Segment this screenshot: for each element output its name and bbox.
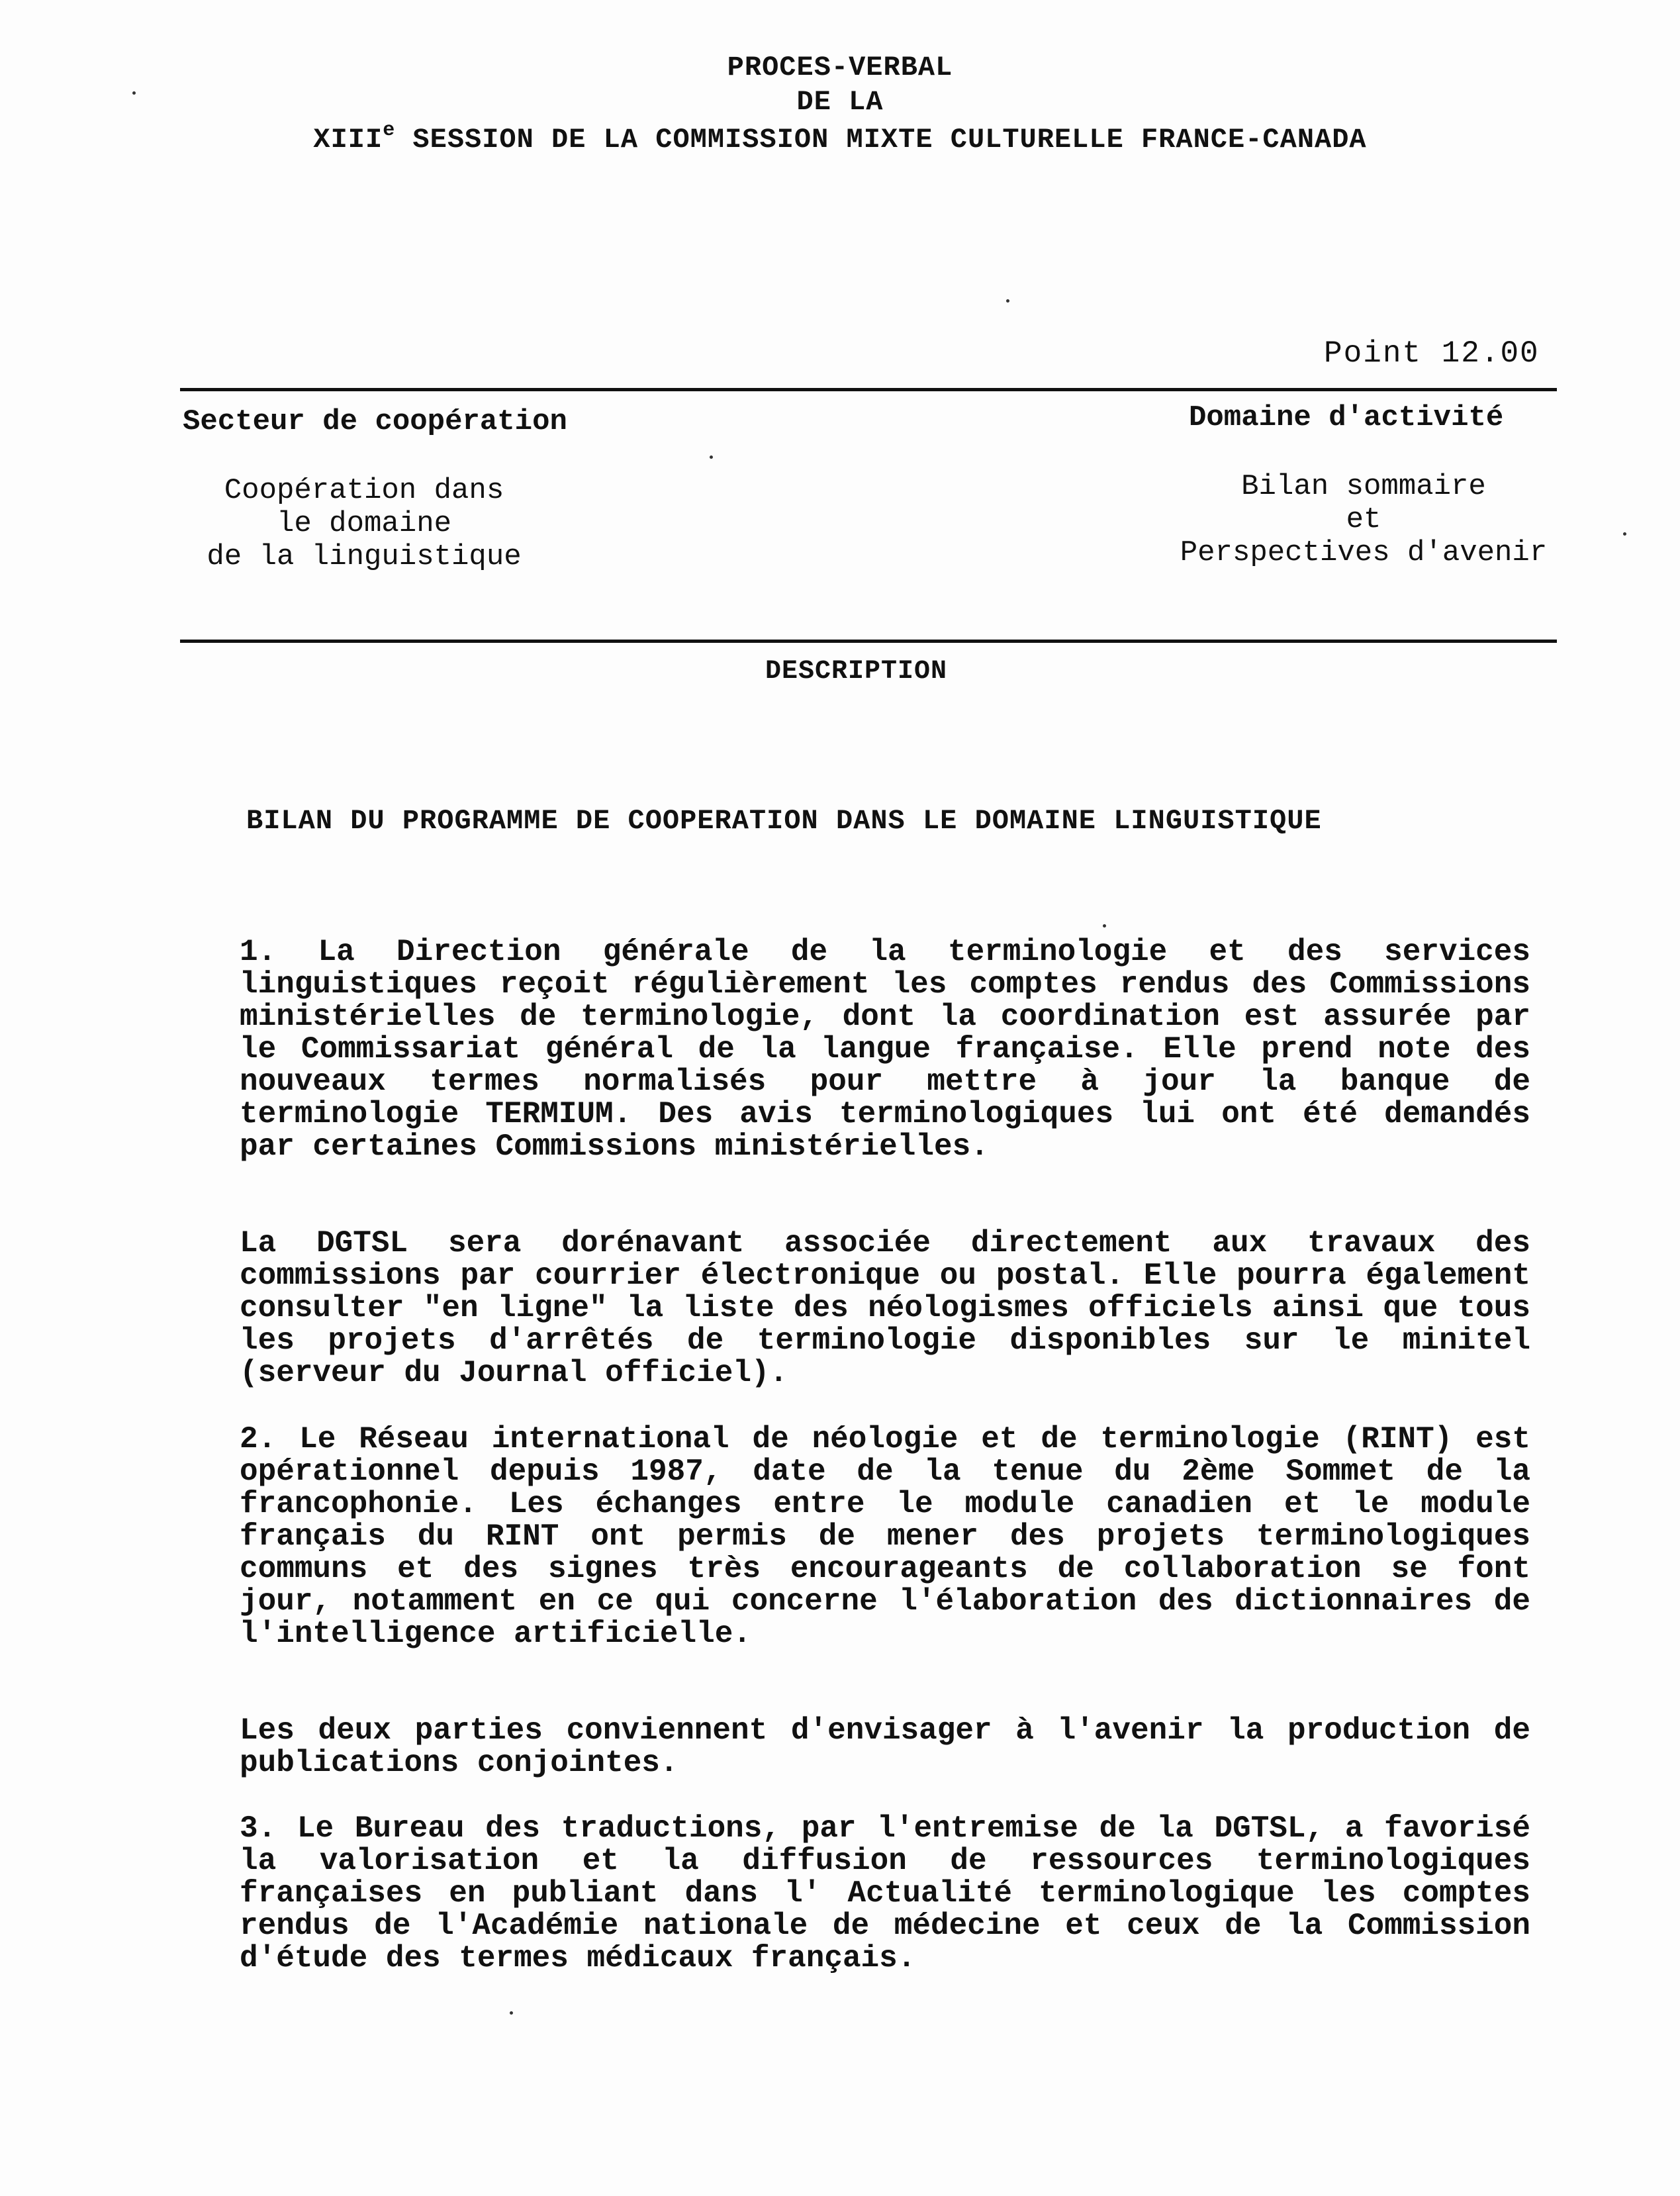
paragraph-3: 2. Le Réseau international de néologie et de terminologie (RINT) est opérationnel depuis 1987, date de la tenue du 2ème Sommet de la francophonie. Les échanges entre le module canadien et le module français du RINT ont permis de mener des projets terminologiques communs et des signes très encourageants de collaboration se font jour, notamment en ce qui concerne l'élaboration des dictionnaires de l'intelligence artificielle. [240, 1422, 1530, 1651]
header-session-title: SESSION DE LA COMMISSION MIXTE CULTURELLE FRANCE-CANADA [395, 124, 1367, 156]
header-line-2: DE LA [796, 86, 884, 118]
header-line-1: PROCES-VERBAL [727, 52, 953, 83]
paragraph-1: 1. La Direction générale de la terminologie et des services linguistiques reçoit régulièrement les comptes rendus des Commissions ministérielles de terminologie, dont la coordination est assurée par le Commissariat général de la langue française. Elle prend note des nouveaux termes normalisés pour mettre à jour la banque de terminologie TERMIUM. Des avis terminologiques lui ont été demandés par certaines Commissions ministérielles. [240, 935, 1530, 1164]
sector-value [172, 474, 556, 573]
bottom-divider [180, 640, 1557, 643]
scan-speck [1103, 924, 1106, 928]
header-session-numeral: XIII [313, 124, 383, 156]
scan-speck [510, 2011, 513, 2015]
paragraph-2: La DGTSL sera dorénavant associée directement aux travaux des commissions par courrier électronique ou postal. Elle pourra également consulter "en ligne" la liste des néologismes officiels ainsi que tous les projets d'arrêtés de terminologie disponibles sur le minitel (serveur du Journal officiel). [240, 1226, 1530, 1390]
sector-line: le domaine [276, 507, 452, 540]
sector-line: de la linguistique [207, 540, 522, 573]
scan-speck [132, 91, 136, 95]
sector-line: Coopération dans [224, 474, 504, 507]
scan-speck [1623, 532, 1626, 536]
sector-heading: Secteur de coopération [183, 405, 567, 438]
point-number: Point 12.00 [1324, 336, 1540, 371]
domain-line: et [1346, 503, 1381, 536]
description-heading: DESCRIPTION [765, 657, 948, 687]
domain-value [1139, 470, 1589, 569]
header-line-3 [0, 119, 1680, 156]
paragraph-5: 3. Le Bureau des traductions, par l'entremise de la DGTSL, a favorisé la valorisation et la diffusion de ressources terminologiques françaises en publiant dans l' Actualité terminologique les comptes rendus de l'Académie nationale de médecine et ceux de la Commission d'étude des termes médicaux français. [240, 1811, 1530, 1976]
section-title: BILAN DU PROGRAMME DE COOPERATION DANS LE DOMAINE LINGUISTIQUE [246, 805, 1322, 837]
top-divider [180, 388, 1557, 391]
paragraph-4: Les deux parties conviennent d'envisager à l'avenir la production de publications conjointes. [240, 1713, 1530, 1780]
scan-speck [1006, 299, 1009, 303]
header-session-superscript: e [383, 119, 396, 142]
domain-line: Perspectives d'avenir [1180, 536, 1548, 569]
domain-heading: Domaine d'activité [1189, 401, 1504, 434]
scan-speck [710, 455, 713, 459]
domain-line: Bilan sommaire [1241, 470, 1486, 503]
